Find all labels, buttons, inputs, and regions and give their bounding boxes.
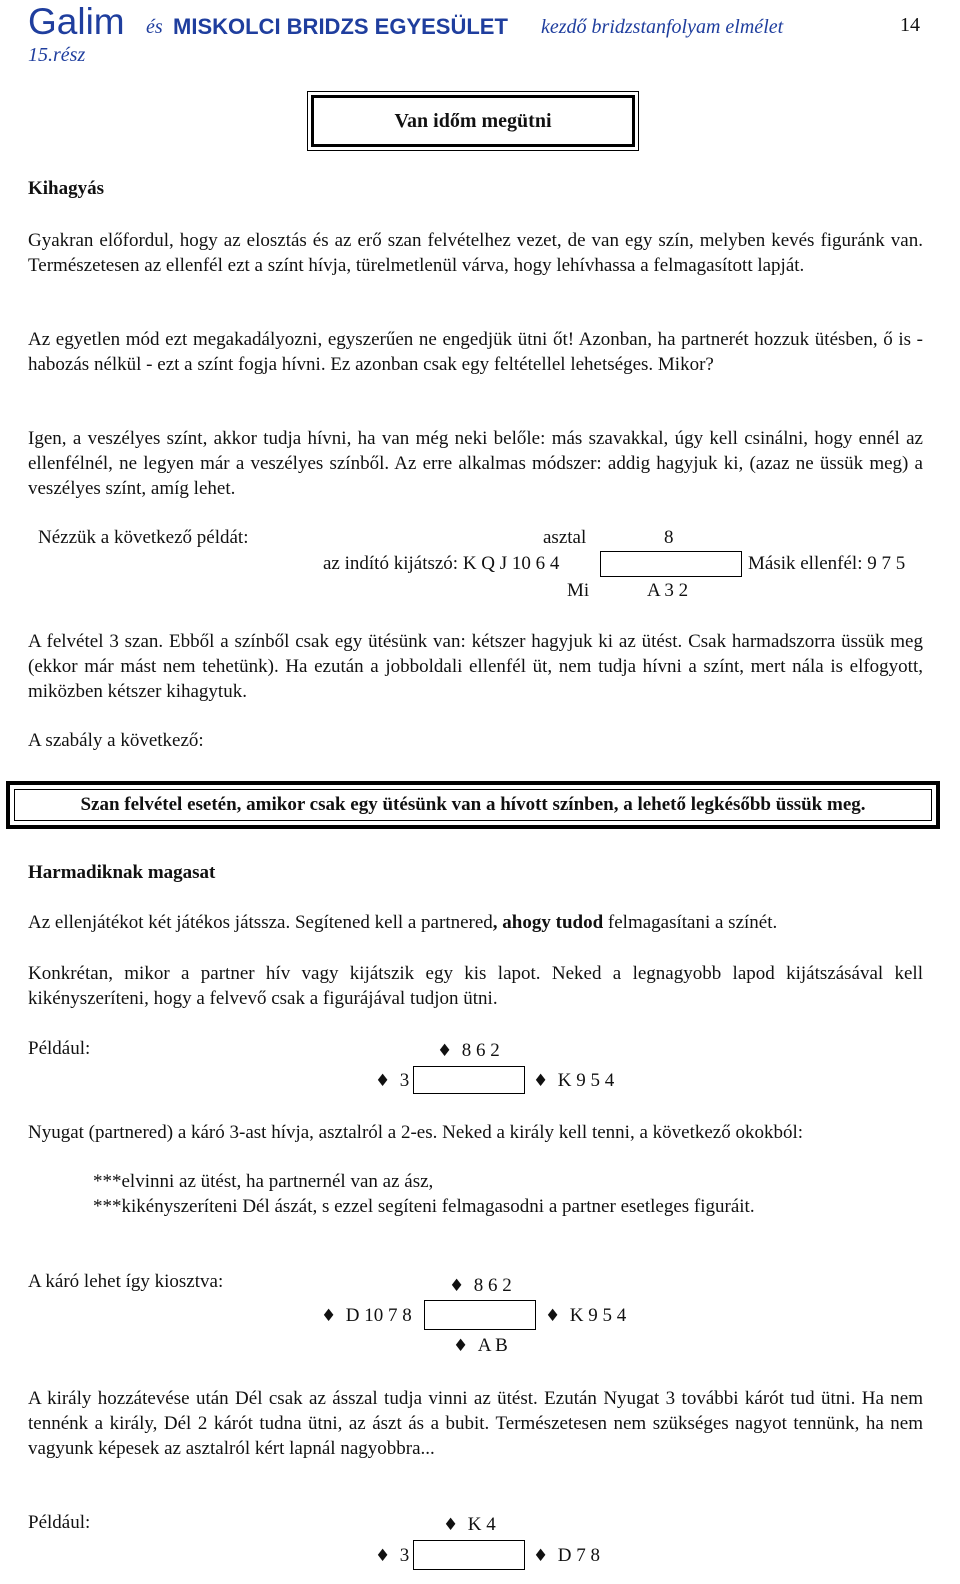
diamond-icon: ♦ [545, 1306, 561, 1326]
north-cards: 8 6 2 [473, 1275, 512, 1296]
table-box [413, 1540, 525, 1570]
west-hand [321, 1305, 412, 1327]
me-cards: A 3 2 [647, 580, 689, 601]
west-cards: 3 [399, 1545, 410, 1566]
north-cards: K 4 [467, 1514, 496, 1535]
diamond-icon: ♦ [533, 1071, 549, 1091]
rule-box: Szan felvétel esetén, amikor csak egy ütésünk van a hívott színben, a lehető legkésőbb üssük meg. [6, 781, 940, 829]
diamond-icon: ♦ [437, 1041, 453, 1061]
section-heading-harmadiknak: Harmadiknak magasat [28, 862, 216, 883]
emphasis: , ahogy tudod [492, 912, 604, 933]
paragraph: Konkrétan, mikor a partner hív vagy kijátszik egy kis lapot. Neked a legnagyobb lapod kijátszásával kell kikényszeríteni, hogy a felvevő csak a figurájával tudjon ütni. [28, 963, 923, 1009]
header-brand: Galim [28, 1, 125, 42]
east-cards: D 7 8 [557, 1545, 600, 1566]
east-hand [533, 1070, 614, 1092]
header-course: kezdő bridzstanfolyam elmélet [541, 16, 784, 38]
example-intro: Nézzük a következő példát: [38, 527, 249, 548]
example-label: Például: [28, 1038, 91, 1059]
paragraph: A szabály a következő: [28, 730, 204, 751]
table-box [413, 1066, 525, 1094]
diamond-icon: ♦ [321, 1306, 337, 1326]
south-cards: A B [477, 1335, 508, 1356]
diamond-icon: ♦ [533, 1546, 549, 1566]
paragraph [28, 912, 777, 934]
diamond-icon: ♦ [375, 1546, 391, 1566]
example-label: Például: [28, 1512, 91, 1533]
example-label: A káró lehet így kiosztva: [28, 1271, 224, 1292]
paragraph: A király hozzátevése után Dél csak az ásszal tudja vinni az ütést. Ezután Nyugat 3 további kárót tud ütni. Ha nem tennénk a király, Dél 2 kárót tudna ütni, az ászt ás a bubit. Természetesen nem szükséges nagyot tennünk, ha nem vagyunk képesek az asztalról kért lapnál nagyobbra... [28, 1388, 923, 1459]
east-cards: K 9 5 4 [557, 1070, 615, 1091]
table-label: asztal [543, 527, 587, 548]
north-cards: 8 6 2 [461, 1040, 500, 1061]
diamond-icon: ♦ [449, 1276, 465, 1296]
section-heading-kihagyas: Kihagyás [28, 178, 105, 199]
page-title: Van időm megütni [311, 95, 635, 147]
north-hand [443, 1514, 496, 1536]
east-hand [533, 1545, 600, 1567]
north-hand [437, 1040, 500, 1062]
paragraph: Nyugat (partnered) a káró 3-ast hívja, asztalról a 2-es. Neked a király kell tenni, a következő okokból: [28, 1122, 804, 1143]
table-box [424, 1300, 536, 1330]
header-club-name: MISKOLCI BRIDZS EGYESÜLET [173, 14, 508, 39]
text: felmagasítani a színét. [603, 912, 778, 933]
header-part: 15.rész [28, 44, 86, 66]
other-opponent-label: Másik ellenfél: 9 7 5 [748, 553, 906, 574]
paragraph: A felvétel 3 szan. Ebből a színből csak egy ütésünk van: kétszer hagyjuk ki az ütést. Csak harmadszorra üssük meg (ekkor már mást nem tehetünk). Ha ezután a jobboldali ellenfél üt, nem tudja hívni a színt, mert nála is elfogyott, miközben kétszer kihagytuk. [28, 631, 923, 702]
page-number: 14 [900, 14, 920, 36]
paragraph: Az egyetlen mód ezt megakadályozni, egyszerűen ne engedjük ütni őt! Azonban, ha partnerét hozzuk ütésben, ő is - habozás nélkül - ezt a színt fogja hívni. Ez azonban csak egy feltétellel lehetséges. Mikor? [28, 329, 923, 375]
reason-item: ***elvinni az ütést, ha partnernél van az ász, [93, 1171, 434, 1192]
header-and: és [146, 16, 163, 38]
table-box [600, 551, 742, 577]
diamond-icon: ♦ [453, 1336, 469, 1356]
north-hand [449, 1275, 512, 1297]
paragraph: Gyakran előfordul, hogy az elosztás és az erő szan felvételhez vezet, de van egy szín, melyben kevés figuránk van. Természetesen az ellenfél ezt a színt hívja, türelmetlenül várva, hogy lehívhassa a felmagasított lapját. [28, 230, 923, 276]
west-cards: 3 [399, 1070, 410, 1091]
east-cards: K 9 5 4 [569, 1305, 627, 1326]
south-hand [453, 1335, 508, 1357]
text: Az ellenjátékot két játékos játssza. Segítened kell a partnered [28, 912, 493, 933]
diamond-icon: ♦ [443, 1515, 459, 1535]
west-hand [375, 1545, 409, 1567]
table-cards: 8 [664, 527, 674, 548]
leader-label: az indító kijátszó: K Q J 10 6 4 [323, 553, 560, 574]
west-hand [375, 1070, 409, 1092]
paragraph: Igen, a veszélyes színt, akkor tudja hívni, ha van még neki belőle: más szavakkal, úgy kell csinálni, hogy ennél az ellenfélnél, ne legyen már a veszélyes színből. Az erre alkalmas módszer: addig hagyjuk ki, (azaz ne üssük meg) a veszélyes színt, amíg lehet. [28, 428, 923, 499]
diamond-icon: ♦ [375, 1071, 391, 1091]
reason-item: ***kikényszeríteni Dél ászát, s ezzel segíteni felmagasodni a partner esetleges figuráit. [93, 1196, 755, 1217]
me-label: Mi [567, 580, 590, 601]
west-cards: D 10 7 8 [345, 1305, 412, 1326]
east-hand [545, 1305, 626, 1327]
